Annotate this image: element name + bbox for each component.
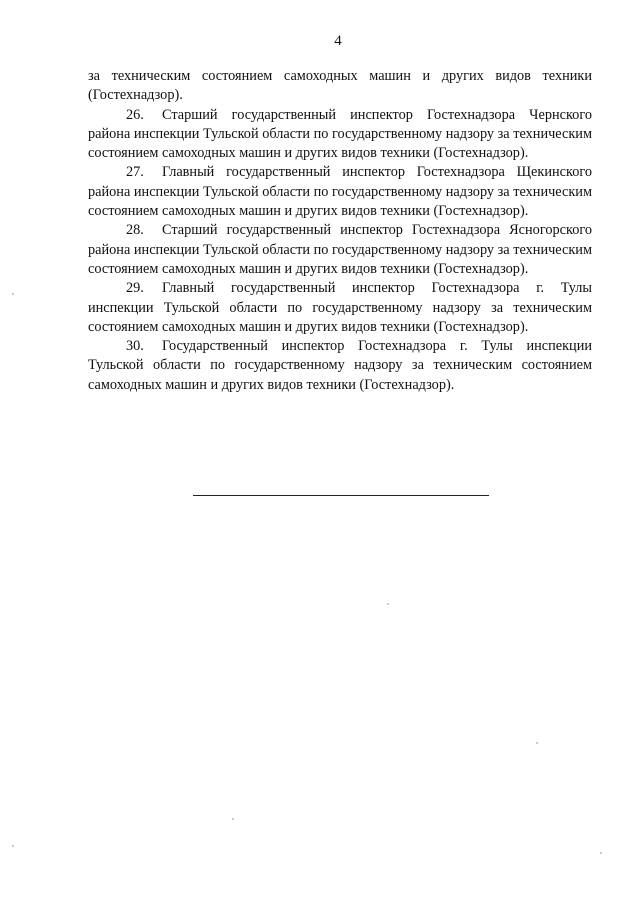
list-item-number: 29. [126, 280, 144, 297]
list-item-27 [88, 163, 592, 221]
list-item-28 [88, 221, 592, 279]
list-item-number: 28. [126, 222, 144, 239]
scan-speck [12, 845, 14, 847]
scan-speck [600, 852, 602, 854]
list-item-26 [88, 106, 592, 164]
list-item-30 [88, 337, 592, 395]
list-item-text: Старший государственный инспектор Гостехнадзора Чернского района инспекции Тульской области по государственному надзору за техническим состоянием самоходных машин и других видов техники (Гостехнадзор). [88, 106, 592, 162]
list-item-number: 30. [126, 338, 144, 355]
document-body [88, 67, 592, 395]
list-item-text: Главный государственный инспектор Гостехнадзора г. Тулы инспекции Тульской области по государственному надзору за техническим состоянием самоходных машин и других видов техники (Гостехнадзор). [88, 280, 592, 335]
list-item-text: Старший государственный инспектор Гостехнадзора Ясногорского района инспекции Тульской области по государственному надзору за техническим состоянием самоходных машин и других видов техники (Гостехнадзор). [88, 222, 592, 277]
page-number: 4 [334, 33, 342, 49]
list-item-text: Государственный инспектор Гостехнадзора г. Тулы инспекции Тульской области по государственному надзору за техническим состоянием самоходных машин и других видов техники (Гостехнадзор). [88, 338, 592, 393]
list-item-number: 26. [126, 106, 144, 123]
scan-speck [536, 742, 538, 744]
end-separator-line [193, 495, 489, 496]
paragraph-continuation [88, 67, 592, 106]
scan-speck [12, 293, 14, 295]
list-item-text: Главный государственный инспектор Гостехнадзора Щекинского района инспекции Тульской области по государственному надзору за техническим состоянием самоходных машин и других видов техники (Гостехнадзор). [88, 164, 592, 220]
scan-speck [387, 603, 389, 605]
list-item-29 [88, 279, 592, 337]
list-item-number: 27. [126, 164, 144, 181]
paragraph-text: за техническим состоянием самоходных машин и других видов техники (Гостехнадзор). [88, 68, 592, 104]
scan-speck [232, 818, 234, 820]
